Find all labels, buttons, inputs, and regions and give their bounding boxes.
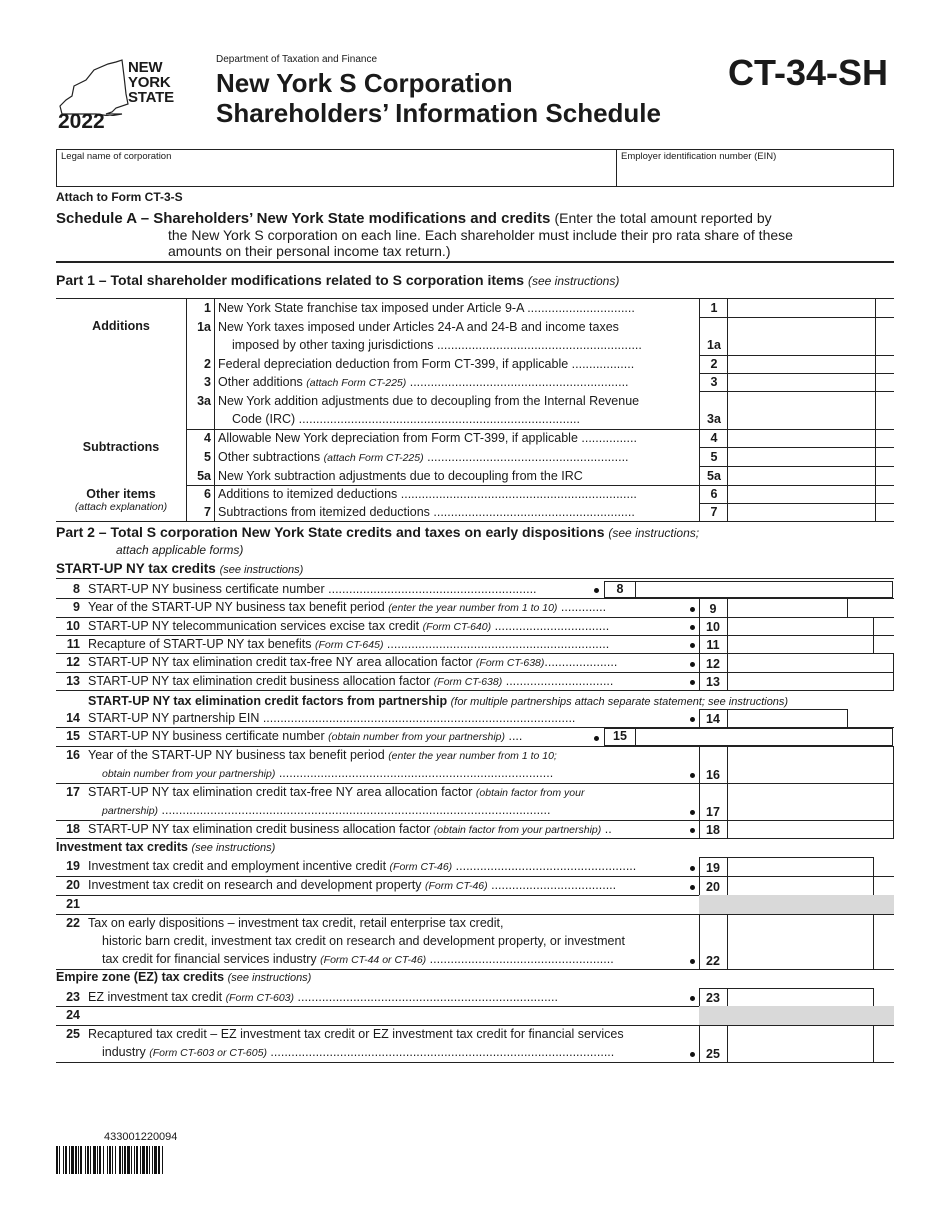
line-text-cont: obtain number from your partnership) ............................................................................... <box>102 766 554 780</box>
barcode-bar <box>124 1146 126 1174</box>
line-text-cont: industry (Form CT-603 or CT-605) ................................................................................................... <box>102 1045 615 1059</box>
line-text: START-UP NY tax elimination credit tax-free NY area allocation factor (Form CT-638)..................... <box>88 655 618 669</box>
amount-input[interactable] <box>728 486 874 503</box>
bullet-icon <box>690 1052 695 1057</box>
bullet-icon <box>690 959 695 964</box>
line-number: 14 <box>66 711 80 725</box>
barcode-bar <box>136 1146 138 1174</box>
barcode-bar <box>78 1146 79 1174</box>
line-number: 19 <box>66 859 80 873</box>
identification-box <box>56 149 894 187</box>
line-number: 24 <box>66 1008 80 1022</box>
group-other-items: Other items (attach explanation) <box>74 487 168 513</box>
bullet-icon <box>690 717 695 722</box>
amount-input[interactable] <box>728 467 874 484</box>
box-number: 23 <box>706 991 720 1005</box>
bullet-icon <box>690 773 695 778</box>
logo-wordmark: NEW YORK STATE <box>128 59 174 106</box>
barcode-bar <box>162 1146 163 1174</box>
barcode-bar <box>146 1146 148 1174</box>
partnership-heading: START-UP NY tax elimination credit factors from partnership (for multiple partnerships attach separate statement; see instructions) <box>88 694 789 708</box>
line-number: 8 <box>73 582 80 596</box>
amount-input[interactable] <box>728 654 894 672</box>
box-number: 13 <box>706 675 720 689</box>
barcode-bar <box>149 1146 150 1174</box>
bullet-icon <box>690 680 695 685</box>
barcode-bar <box>107 1146 108 1174</box>
box-number: 16 <box>706 768 720 782</box>
amount-input[interactable] <box>728 430 874 447</box>
box-number: 11 <box>706 638 720 652</box>
amount-input[interactable] <box>728 318 874 354</box>
part2-heading: Part 2 – Total S corporation New York State credits and taxes on early dispositions (see instructions; attach applicable forms) <box>56 524 700 557</box>
amount-input[interactable] <box>728 374 874 391</box>
box-number: 10 <box>706 620 720 634</box>
legal-name-input[interactable] <box>61 164 611 184</box>
line-text: START-UP NY tax elimination credit business allocation factor (obtain factor from your partnership) .. <box>88 822 612 836</box>
barcode-bar <box>122 1146 123 1174</box>
line-number: 22 <box>66 916 80 930</box>
amount-input[interactable] <box>728 673 894 690</box>
group-additions: Additions <box>92 319 150 333</box>
barcode-bar <box>59 1146 60 1174</box>
barcode-bar <box>158 1146 160 1174</box>
box-number: 17 <box>706 805 720 819</box>
barcode-bar <box>140 1146 141 1174</box>
barcode-bar <box>69 1146 70 1174</box>
bullet-icon <box>690 810 695 815</box>
barcode-bar <box>97 1146 98 1174</box>
line-number: 20 <box>66 878 80 892</box>
form-year: 2022 <box>58 110 105 133</box>
department-name: Department of Taxation and Finance <box>216 54 378 65</box>
line-number: 15 <box>66 729 80 743</box>
amount-input[interactable] <box>728 448 874 465</box>
amount-input[interactable] <box>728 821 894 838</box>
bullet-icon <box>594 588 599 593</box>
line-number: 9 <box>73 600 80 614</box>
bullet-icon <box>594 736 599 741</box>
group-subtractions: Subtractions <box>82 440 160 454</box>
line-text-cont: historic barn credit, investment tax credit on research and development property, or investment <box>102 934 625 948</box>
line-text-cont: tax credit for financial services industry (Form CT-44 or CT-46) ..................................................... <box>102 952 614 966</box>
amount-input[interactable] <box>728 784 894 820</box>
shaded-row <box>699 895 894 914</box>
amount-input[interactable] <box>728 636 874 653</box>
part1-heading: Part 1 – Total shareholder modifications related to S corporation items (see instructions) <box>56 272 620 288</box>
schedule-a-heading: Schedule A – Shareholders’ New York State modifications and credits (Enter the total amount reported by the New York S corporation on each line. Each shareholder must include their pro rata share of these amounts on their personal income tax return.) <box>56 210 793 259</box>
bullet-icon <box>690 607 695 612</box>
legal-name-label: Legal name of corporation <box>61 151 172 162</box>
amount-input[interactable] <box>728 877 874 895</box>
barcode-bar <box>87 1146 89 1174</box>
line-text: START-UP NY business certificate number (obtain number from your partnership) .... <box>88 729 523 743</box>
line-text: Recaptured tax credit – EZ investment tax credit or EZ investment tax credit for financial services <box>88 1027 624 1041</box>
line-text: Year of the START-UP NY business tax benefit period (enter the year number from 1 to 10) ............. <box>88 600 607 614</box>
bullet-icon <box>690 662 695 667</box>
line-text: START-UP NY tax elimination credit business allocation factor (Form CT-638) ............................... <box>88 674 614 688</box>
bullet-icon <box>690 866 695 871</box>
box-number: 22 <box>706 954 720 968</box>
line-number: 18 <box>66 822 80 836</box>
line-number: 25 <box>66 1027 80 1041</box>
box-number: 18 <box>706 823 720 837</box>
line-number: 16 <box>66 748 80 762</box>
barcode-bar <box>75 1146 77 1174</box>
line-number: 23 <box>66 990 80 1004</box>
barcode-bar <box>71 1146 74 1174</box>
barcode-bar <box>93 1146 96 1174</box>
line-text: START-UP NY telecommunication services excise tax credit (Form CT-640) ................................. <box>88 619 610 633</box>
barcode-bar <box>115 1146 116 1174</box>
amount-input[interactable] <box>728 356 874 373</box>
box-number: 14 <box>706 712 720 726</box>
line-text: Tax on early dispositions – investment tax credit, retail enterprise tax credit, <box>88 916 504 930</box>
attach-note: Attach to Form CT-3-S <box>56 190 183 204</box>
barcode-bar <box>65 1146 67 1174</box>
bullet-icon <box>690 996 695 1001</box>
bullet-icon <box>690 625 695 630</box>
barcode-bar <box>134 1146 135 1174</box>
barcode-bar <box>90 1146 91 1174</box>
bullet-icon <box>690 828 695 833</box>
amount-input[interactable] <box>728 618 874 635</box>
line-text: START-UP NY tax elimination credit tax-free NY area allocation factor (obtain factor from your <box>88 785 585 799</box>
barcode-bar <box>152 1146 153 1174</box>
amount-input[interactable] <box>728 710 848 727</box>
barcode-icon <box>56 1146 241 1174</box>
barcode-bar <box>99 1146 101 1174</box>
barcode-bar <box>154 1146 157 1174</box>
amount-input[interactable] <box>728 989 874 1006</box>
amount-input[interactable] <box>728 599 848 617</box>
ez-heading: Empire zone (EZ) tax credits (see instructions) <box>56 970 312 984</box>
line-number: 17 <box>66 785 80 799</box>
box-number: 9 <box>709 602 717 616</box>
line-text: Recapture of START-UP NY tax benefits (Form CT-645) ................................................................ <box>88 637 610 651</box>
line-text: EZ investment tax credit (Form CT-603) ........................................................................... <box>88 990 558 1004</box>
barcode-bar <box>112 1146 113 1174</box>
nys-logo <box>56 56 186 136</box>
investment-heading: Investment tax credits (see instructions) <box>56 840 276 854</box>
barcode-bar <box>63 1146 64 1174</box>
amount-input[interactable] <box>728 392 874 428</box>
amount-input[interactable] <box>728 1026 874 1062</box>
amount-input[interactable] <box>728 747 894 783</box>
barcode-bar <box>119 1146 121 1174</box>
form-id: CT-34-SH <box>728 52 889 93</box>
line-text: Investment tax credit on research and development property (Form CT-46) .................................... <box>88 878 617 892</box>
barcode-bar <box>142 1146 145 1174</box>
certificate-input[interactable] <box>635 581 893 598</box>
barcode-number: 433001220094 <box>104 1131 178 1143</box>
barcode-bar <box>127 1146 130 1174</box>
barcode-bar <box>103 1146 104 1174</box>
startup-heading: START-UP NY tax credits (see instructions) <box>56 561 304 576</box>
amount-input[interactable] <box>728 915 874 969</box>
line-number: 11 <box>66 637 80 651</box>
box-number: 19 <box>706 861 720 875</box>
amount-input[interactable] <box>728 299 874 316</box>
box-number: 20 <box>706 880 720 894</box>
bullet-icon <box>690 643 695 648</box>
barcode-bar <box>80 1146 82 1174</box>
box-number: 8 <box>616 582 624 596</box>
barcode-bar <box>109 1146 111 1174</box>
ein-label: Employer identification number (EIN) <box>621 151 777 162</box>
box-number: 12 <box>706 657 720 671</box>
line-text-cont: partnership) ................................................................................................................ <box>102 803 551 817</box>
line-text: START-UP NY partnership EIN .......................................................................................... <box>88 711 576 725</box>
line-text: Year of the START-UP NY business tax benefit period (enter the year number from 1 to 10; <box>88 748 557 762</box>
line-text: START-UP NY business certificate number ............................................................ <box>88 582 537 596</box>
line-number: 10 <box>66 619 80 633</box>
line-number: 21 <box>66 897 80 911</box>
ny-state-outline-icon <box>56 56 136 116</box>
bullet-icon <box>690 885 695 890</box>
shaded-row <box>699 1006 894 1025</box>
ein-input[interactable] <box>621 164 889 184</box>
line-text: Investment tax credit and employment incentive credit (Form CT-46) .................................................... <box>88 859 637 873</box>
line-number: 13 <box>66 674 80 688</box>
amount-input[interactable] <box>728 504 874 521</box>
form-title: New York S Corporation Shareholders’ Information Schedule <box>216 68 661 128</box>
box-number: 15 <box>613 729 627 743</box>
barcode-bar <box>56 1146 58 1174</box>
box-number: 25 <box>706 1047 720 1061</box>
certificate-input[interactable] <box>635 728 893 746</box>
line-number: 12 <box>66 655 80 669</box>
barcode-bar <box>131 1146 132 1174</box>
amount-input[interactable] <box>728 858 874 876</box>
barcode-bar <box>85 1146 86 1174</box>
